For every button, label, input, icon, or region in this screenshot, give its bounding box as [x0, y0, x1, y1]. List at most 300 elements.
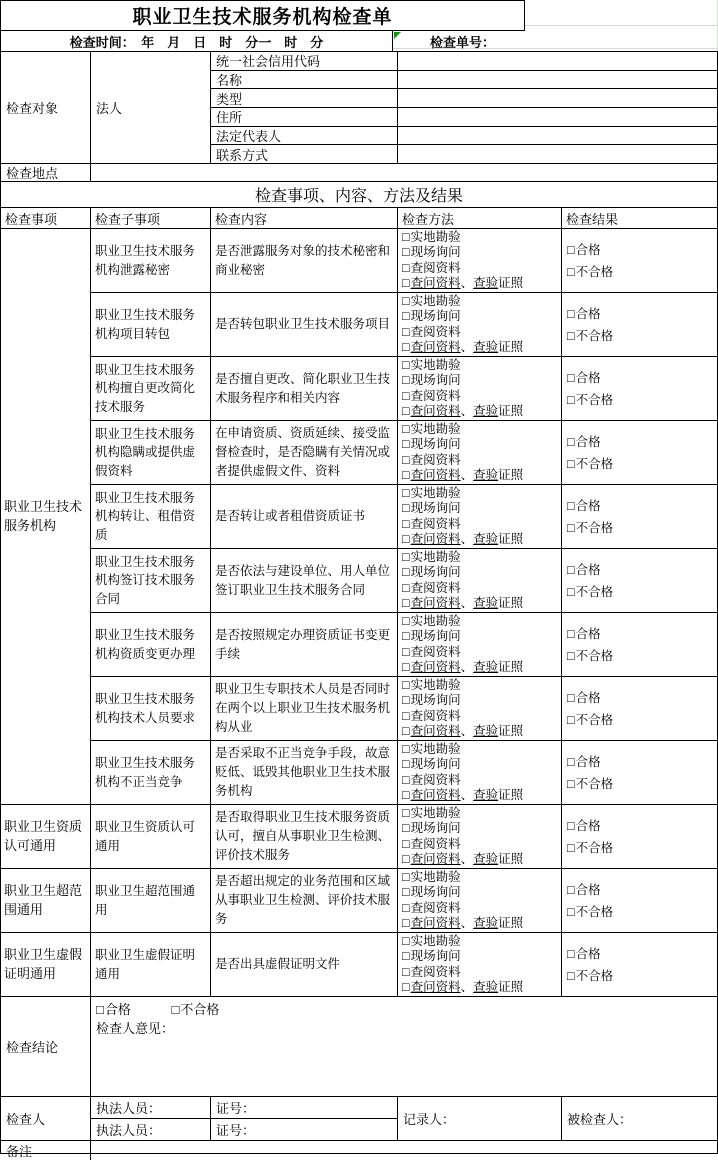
- checkbox-icon: □: [567, 264, 575, 279]
- checkbox-icon: □: [402, 230, 410, 244]
- result-cell: [562, 933, 717, 997]
- method-option: [402, 340, 561, 355]
- method-label: 证照: [498, 340, 524, 355]
- method-label: 实地勘验: [410, 358, 461, 372]
- method-label: 查阅资料: [410, 964, 461, 979]
- checkbox-icon: □: [96, 1002, 104, 1017]
- checkbox-icon: □: [402, 516, 410, 531]
- recorder-field[interactable]: 记录人：: [398, 1097, 562, 1141]
- result-label: 不合格: [575, 840, 614, 855]
- method-option: [402, 453, 561, 468]
- method-option: [402, 437, 561, 452]
- method-label: 、: [460, 788, 474, 803]
- column-header-row: [1, 208, 717, 229]
- method-option: [402, 837, 561, 852]
- inspected-person-field[interactable]: 被检查人：: [562, 1097, 717, 1141]
- result-label: 不合格: [575, 648, 614, 663]
- fail-option: [172, 1002, 220, 1017]
- checkbox-icon: □: [567, 456, 575, 471]
- result-label: 合格: [575, 754, 601, 769]
- result-option: [567, 815, 717, 837]
- checkbox-icon: □: [402, 324, 410, 339]
- conclusion-body[interactable]: [91, 997, 717, 1097]
- result-label: 不合格: [575, 904, 614, 919]
- checkbox-icon: □: [402, 373, 410, 388]
- methods-cell: [398, 293, 562, 357]
- methods-cell: [398, 357, 562, 421]
- checkbox-icon: □: [402, 501, 410, 516]
- method-label: 现场询问: [410, 885, 461, 900]
- result-option: [567, 495, 717, 517]
- result-cell: [562, 613, 717, 677]
- method-option: [402, 245, 561, 260]
- methods-cell: [398, 677, 562, 741]
- method-label: 查阅资料: [410, 388, 461, 403]
- result-cell: [562, 741, 717, 805]
- checkbox-icon: □: [567, 392, 575, 407]
- method-option: [402, 550, 561, 565]
- method-label: 查验: [473, 916, 499, 931]
- method-label: 实地勘验: [410, 934, 461, 948]
- method-label: 查阅资料: [410, 580, 461, 595]
- result-label: 不合格: [575, 520, 614, 535]
- checkbox-icon: □: [567, 584, 575, 599]
- checkbox-icon: □: [402, 934, 410, 948]
- checkbox-icon: □: [402, 294, 410, 308]
- method-label: 实地勘验: [410, 230, 461, 244]
- checkbox-icon: □: [402, 772, 410, 787]
- method-label: 实地勘验: [410, 806, 461, 820]
- method-label: 、: [460, 532, 474, 547]
- sub-item-cell: 职业卫生技术服务机构泄露秘密: [91, 229, 211, 293]
- inspectors-label: 检查人: [1, 1097, 91, 1141]
- sub-item-cell: 职业卫生技术服务机构隐瞒或提供虚假资料: [91, 421, 211, 485]
- methods-cell: [398, 933, 562, 997]
- method-label: 查验: [473, 660, 499, 675]
- checkbox-icon: □: [402, 358, 410, 372]
- checkbox-icon: □: [402, 916, 410, 931]
- method-label: 证照: [498, 724, 524, 739]
- methods-cell: [398, 741, 562, 805]
- method-label: 、: [460, 916, 474, 931]
- legal-rep-value-cell[interactable]: [398, 127, 717, 146]
- officer-field[interactable]: 执法人员：: [91, 1119, 211, 1141]
- method-option: [402, 532, 561, 547]
- subject-row-label: 检查对象: [1, 52, 91, 164]
- inspector-opinion-label: 检查人意见：: [96, 1021, 175, 1036]
- inspection-group: [1, 805, 717, 869]
- method-option: [402, 678, 561, 693]
- method-option: [402, 565, 561, 580]
- method-label: 查验: [473, 788, 499, 803]
- method-label: 实地勘验: [410, 742, 461, 756]
- result-cell: [562, 869, 717, 933]
- result-option: [567, 709, 717, 731]
- main-table: [0, 51, 718, 1159]
- result-option: [567, 559, 717, 581]
- checkbox-icon: □: [567, 306, 575, 321]
- result-option: [567, 751, 717, 773]
- subject-block: [1, 52, 717, 164]
- method-label: 实地勘验: [410, 550, 461, 564]
- method-label: 查验: [473, 404, 499, 419]
- method-label: 证照: [498, 404, 524, 419]
- method-label: 查阅资料: [410, 772, 461, 787]
- officer-field[interactable]: 执法人员：: [91, 1097, 211, 1119]
- method-option: [402, 757, 561, 772]
- method-label: 证照: [498, 468, 524, 483]
- method-label: 查阅资料: [410, 708, 461, 723]
- checkbox-icon: □: [567, 434, 575, 449]
- result-option: [567, 431, 717, 453]
- address-value-cell[interactable]: [398, 108, 717, 127]
- method-option: [402, 422, 561, 437]
- checkbox-icon: □: [567, 328, 575, 343]
- method-label: 、: [460, 724, 474, 739]
- field-label: 类型: [211, 89, 398, 108]
- content-cell: 是否取得职业卫生技术服务资质认可，擅自从事职业卫生检测、评价技术服务: [211, 805, 398, 869]
- method-option: [402, 309, 561, 324]
- method-option: [402, 916, 561, 931]
- result-cell: [562, 293, 717, 357]
- sub-item-cell: 职业卫生技术服务机构擅自更改简化技术服务: [91, 357, 211, 421]
- checkbox-icon: □: [402, 580, 410, 595]
- result-option: [567, 239, 717, 261]
- method-option: [402, 486, 561, 501]
- checkbox-icon: □: [402, 340, 410, 355]
- checkbox-icon: □: [402, 693, 410, 708]
- methods-cell: [398, 805, 562, 869]
- method-label: 证照: [498, 660, 524, 675]
- checkbox-icon: □: [402, 949, 410, 964]
- result-label: 合格: [575, 562, 601, 577]
- result-option: [567, 453, 717, 475]
- method-label: 证照: [498, 980, 524, 995]
- checkbox-icon: □: [402, 532, 410, 547]
- table-row: [91, 677, 717, 741]
- table-row: [91, 869, 717, 933]
- checkbox-icon: □: [402, 644, 410, 659]
- method-option: [402, 965, 561, 980]
- table-row: [91, 805, 717, 869]
- method-label: 实地勘验: [410, 614, 461, 628]
- method-label: 现场询问: [410, 437, 461, 452]
- result-cell: [562, 805, 717, 869]
- group-item-label: 职业卫生超范围通用: [1, 869, 91, 933]
- method-option: [402, 821, 561, 836]
- method-label: 查问资料: [410, 340, 461, 355]
- checkbox-icon: □: [567, 882, 575, 897]
- content-cell: 是否按照规定办理资质证书变更手续: [211, 613, 398, 677]
- checkbox-icon: □: [402, 260, 410, 275]
- method-label: 现场询问: [410, 821, 461, 836]
- checkbox-icon: □: [567, 370, 575, 385]
- method-label: 实地勘验: [410, 678, 461, 692]
- method-label: 证照: [498, 788, 524, 803]
- method-label: 现场询问: [410, 949, 461, 964]
- result-label: 合格: [575, 818, 601, 833]
- checkbox-icon: □: [402, 980, 410, 995]
- method-label: 现场询问: [410, 309, 461, 324]
- checkbox-icon: □: [402, 708, 410, 723]
- sheet-number-field[interactable]: 检查单号：: [430, 34, 496, 50]
- checkbox-icon: □: [567, 968, 575, 983]
- sub-item-cell: 职业卫生技术服务机构转让、租借资质: [91, 485, 211, 549]
- sub-item-cell: 职业卫生技术服务机构资质变更办理: [91, 613, 211, 677]
- method-label: 查问资料: [410, 724, 461, 739]
- checkbox-icon: □: [402, 885, 410, 900]
- result-label: 不合格: [575, 392, 614, 407]
- field-label: 名称: [211, 71, 398, 90]
- method-label: 现场询问: [410, 565, 461, 580]
- table-row: [91, 549, 717, 613]
- gridline: [525, 25, 718, 26]
- method-option: [402, 373, 561, 388]
- method-label: 查验: [473, 724, 499, 739]
- method-label: 、: [460, 980, 474, 995]
- table-row: [91, 357, 717, 421]
- method-label: 现场询问: [410, 693, 461, 708]
- checkbox-icon: □: [567, 712, 575, 727]
- content-cell: 是否转让或者租借资质证书: [211, 485, 398, 549]
- col-header-result: 检查结果: [562, 208, 717, 229]
- method-option: [402, 773, 561, 788]
- method-label: 实地勘验: [410, 870, 461, 884]
- method-label: 查阅资料: [410, 516, 461, 531]
- conclusion-label: 检查结论: [1, 997, 91, 1097]
- checkbox-icon: □: [402, 276, 410, 291]
- result-cell: [562, 357, 717, 421]
- result-label: 不合格: [575, 328, 614, 343]
- inspection-group: [1, 933, 717, 997]
- inspectors-row: [1, 1097, 717, 1141]
- methods-cell: [398, 869, 562, 933]
- group-item-label: 职业卫生虚假证明通用: [1, 933, 91, 997]
- method-option: [402, 870, 561, 885]
- method-option: [402, 325, 561, 340]
- checkbox-icon: □: [567, 626, 575, 641]
- method-label: 查验: [473, 276, 499, 291]
- method-option: [402, 614, 561, 629]
- method-option: [402, 645, 561, 660]
- field-label: 统一社会信用代码: [211, 52, 398, 71]
- method-option: [402, 501, 561, 516]
- col-header-subitem: 检查子事项: [91, 208, 211, 229]
- method-label: 查问资料: [410, 468, 461, 483]
- method-option: [402, 629, 561, 644]
- content-cell: 是否泄露服务对象的技术秘密和商业秘密: [211, 229, 398, 293]
- method-label: 、: [460, 276, 474, 291]
- checkbox-icon: □: [402, 852, 410, 867]
- content-cell: 是否擅自更改、简化职业卫生技术服务程序和相关内容: [211, 357, 398, 421]
- cell-error-marker-icon: [394, 32, 401, 39]
- result-option: [567, 901, 717, 923]
- result-option: [567, 687, 717, 709]
- checkbox-icon: □: [402, 724, 410, 739]
- method-option: [402, 949, 561, 964]
- method-label: 证照: [498, 276, 524, 291]
- checkbox-icon: □: [402, 422, 410, 436]
- result-option: [567, 261, 717, 283]
- contact-value-cell[interactable]: [398, 145, 717, 164]
- method-option: [402, 468, 561, 483]
- credit-code-value-cell[interactable]: [398, 52, 717, 71]
- section-title: 检查事项、内容、方法及结果: [1, 182, 717, 208]
- sub-item-cell: 职业卫生技术服务机构项目转包: [91, 293, 211, 357]
- method-option: [402, 596, 561, 611]
- result-cell: [562, 677, 717, 741]
- form-title: 职业卫生技术服务机构检查单: [0, 0, 525, 31]
- remark-row: [1, 1141, 717, 1160]
- method-option: [402, 276, 561, 291]
- content-cell: 是否依法与建设单位、用人单位签订职业卫生技术服务合同: [211, 549, 398, 613]
- checkbox-icon: □: [402, 660, 410, 675]
- checkbox-icon: □: [402, 870, 410, 884]
- table-row: [91, 613, 717, 677]
- name-value-cell[interactable]: [398, 71, 717, 90]
- methods-cell: [398, 485, 562, 549]
- method-label: 查问资料: [410, 660, 461, 675]
- location-label: 检查地点: [1, 164, 91, 182]
- checkbox-icon: □: [567, 648, 575, 663]
- checkbox-icon: □: [402, 629, 410, 644]
- location-value-cell[interactable]: [91, 164, 717, 182]
- method-label: 现场询问: [410, 373, 461, 388]
- method-label: 证照: [498, 596, 524, 611]
- method-label: 查阅资料: [410, 900, 461, 915]
- sub-item-cell: 职业卫生技术服务机构签订技术服务合同: [91, 549, 211, 613]
- checkbox-icon: □: [567, 520, 575, 535]
- methods-cell: [398, 549, 562, 613]
- method-option: [402, 404, 561, 419]
- table-row: [91, 293, 717, 357]
- method-label: 证照: [498, 852, 524, 867]
- sub-item-cell: 职业卫生超范围通用: [91, 869, 211, 933]
- remark-value-cell[interactable]: [91, 1141, 717, 1160]
- method-label: 、: [460, 596, 474, 611]
- method-option: [402, 389, 561, 404]
- checkbox-icon: □: [402, 757, 410, 772]
- conclusion-row: [1, 997, 717, 1097]
- method-option: [402, 980, 561, 995]
- checkbox-icon: □: [402, 964, 410, 979]
- type-value-cell[interactable]: [398, 89, 717, 108]
- table-row: [91, 933, 717, 997]
- checkbox-icon: □: [567, 242, 575, 257]
- checkbox-icon: □: [402, 550, 410, 564]
- content-cell: 是否超出规定的业务范围和区域从事职业卫生检测、评价技术服务: [211, 869, 398, 933]
- method-option: [402, 806, 561, 821]
- checkbox-icon: □: [402, 836, 410, 851]
- sub-item-cell: 职业卫生虚假证明通用: [91, 933, 211, 997]
- table-row: [91, 485, 717, 549]
- method-label: 查问资料: [410, 532, 461, 547]
- pass-option: [96, 1002, 131, 1017]
- result-label: 合格: [575, 626, 601, 641]
- result-option: [567, 581, 717, 603]
- method-label: 、: [460, 340, 474, 355]
- field-label: 住所: [211, 108, 398, 127]
- result-label: 合格: [575, 370, 601, 385]
- result-label: 不合格: [575, 712, 614, 727]
- col-header-content: 检查内容: [211, 208, 398, 229]
- method-label: 查问资料: [410, 596, 461, 611]
- method-option: [402, 852, 561, 867]
- fail-label: 不合格: [180, 1002, 220, 1017]
- checkbox-icon: □: [567, 690, 575, 705]
- checkbox-icon: □: [402, 486, 410, 500]
- method-option: [402, 709, 561, 724]
- content-cell: 是否出具虚假证明文件: [211, 933, 398, 997]
- checkbox-icon: □: [567, 754, 575, 769]
- cert-no-field[interactable]: 证号：: [211, 1119, 398, 1141]
- remark-label: 备注: [1, 1141, 91, 1160]
- result-cell: [562, 549, 717, 613]
- col-header-item: 检查事项: [1, 208, 91, 229]
- inspection-group: [1, 869, 717, 933]
- method-option: [402, 901, 561, 916]
- content-cell: 在申请资质、资质延续、接受监督检查时，是否隐瞒有关情况或者提供虚假文件、资料: [211, 421, 398, 485]
- field-label: 联系方式: [211, 145, 398, 164]
- method-option: [402, 230, 561, 245]
- method-label: 现场询问: [410, 757, 461, 772]
- group-item-label: 职业卫生技术服务机构: [1, 229, 91, 805]
- result-option: [567, 303, 717, 325]
- method-label: 、: [460, 852, 474, 867]
- result-label: 合格: [575, 242, 601, 257]
- checkbox-icon: □: [567, 840, 575, 855]
- method-label: 查阅资料: [410, 452, 461, 467]
- method-label: 查验: [473, 980, 499, 995]
- result-label: 合格: [575, 882, 601, 897]
- method-option: [402, 294, 561, 309]
- checkbox-icon: □: [171, 1002, 180, 1017]
- location-row: [1, 164, 717, 182]
- table-row: [91, 229, 717, 293]
- result-label: 不合格: [575, 264, 614, 279]
- method-option: [402, 517, 561, 532]
- cert-no-field[interactable]: 证号：: [211, 1097, 398, 1119]
- pass-label: 合格: [104, 1002, 131, 1017]
- method-label: 现场询问: [410, 245, 461, 260]
- method-label: 现场询问: [410, 501, 461, 516]
- result-option: [567, 367, 717, 389]
- checkbox-icon: □: [402, 788, 410, 803]
- table-row: [91, 741, 717, 805]
- sub-item-cell: 职业卫生技术服务机构技术人员要求: [91, 677, 211, 741]
- method-label: 查验: [473, 340, 499, 355]
- result-label: 合格: [575, 690, 601, 705]
- result-option: [567, 879, 717, 901]
- method-label: 查阅资料: [410, 260, 461, 275]
- result-label: 不合格: [575, 584, 614, 599]
- sub-item-cell: 职业卫生资质认可通用: [91, 805, 211, 869]
- methods-cell: [398, 613, 562, 677]
- method-label: 、: [460, 404, 474, 419]
- checkbox-icon: □: [567, 776, 575, 791]
- inspection-group: [1, 229, 717, 805]
- method-label: 查验: [473, 532, 499, 547]
- method-option: [402, 693, 561, 708]
- checkbox-icon: □: [402, 596, 410, 611]
- method-option: [402, 742, 561, 757]
- method-label: 查阅资料: [410, 644, 461, 659]
- checkbox-icon: □: [567, 818, 575, 833]
- method-label: 实地勘验: [410, 486, 461, 500]
- method-option: [402, 788, 561, 803]
- inspection-time-field[interactable]: 检查时间： 年 月 日 时 分一 时 分: [0, 31, 393, 51]
- checkbox-icon: □: [402, 388, 410, 403]
